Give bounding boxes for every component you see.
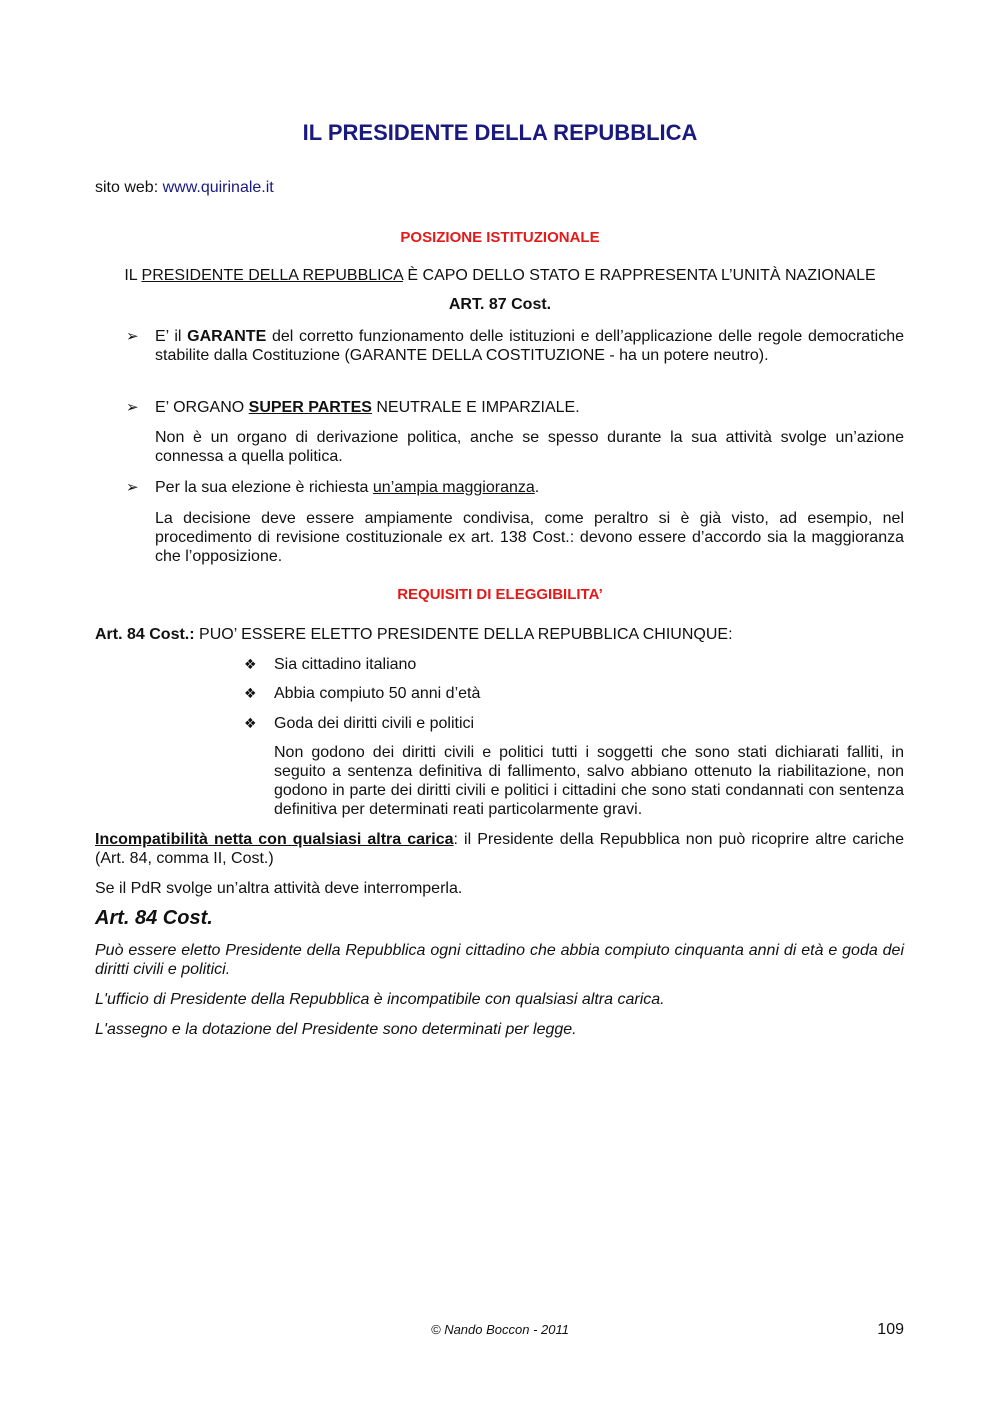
- list-item: [244, 655, 416, 674]
- bullet-before: E’ il: [155, 328, 188, 345]
- bullet-before: Per la sua elezione è richiesta: [155, 479, 373, 496]
- arrow-bullet-icon: ➢: [126, 399, 139, 416]
- website-line: [95, 178, 274, 197]
- article-84-paragraph: L'ufficio di Presidente della Repubblica è incompatibile con qualsiasi altra carica.: [95, 991, 665, 1008]
- incompatibility-bold: Incompatibilità netta con qualsiasi altra carica: [95, 831, 454, 848]
- footer-copyright: © Nando Boccon - 2011: [431, 1322, 569, 1337]
- bullet-bold: GARANTE: [187, 328, 267, 345]
- requirement-text: Abbia compiuto 50 anni d’età: [274, 685, 481, 702]
- bullet-after: del corretto funzionamento delle istituzioni e dell’applicazione delle regole democratiche stabilite dalla Costituzione (GARANTE DELLA COSTITUZIONE - ha un potere neutro).: [155, 328, 904, 364]
- list-item: [126, 398, 904, 417]
- note-paragraph: La decisione deve essere ampiamente condivisa, come peraltro si è già visto, ad esempio, nel procedimento di revisione costituzionale ex art. 138 Cost.: devono essere d’accordo sia la maggioranza che l’opposizione.: [155, 510, 904, 565]
- bullet-underlined: un’ampia maggioranza: [372, 479, 535, 496]
- requirement-text: Sia cittadino italiano: [274, 656, 417, 673]
- article-84-paragraph: Può essere eletto Presidente della Repubblica ogni cittadino che abbia compiuto cinquanta anni di età e goda dei diritti civili e politici.: [95, 942, 904, 978]
- article-87-label: ART. 87 Cost.: [448, 296, 552, 313]
- page-number: 109: [877, 1321, 904, 1338]
- bullet-text: [155, 398, 904, 417]
- pdr-paragraph: Se il PdR svolge un’altra attività deve interromperla.: [95, 880, 463, 897]
- diamond-bullet-icon: ❖: [244, 715, 257, 731]
- article-84-heading: Art. 84 Cost.: [95, 907, 213, 929]
- eligibility-lead: [95, 625, 904, 644]
- section-heading-requisiti: REQUISITI DI ELEGGIBILITA’: [397, 586, 603, 603]
- intro-statement: [0, 266, 1000, 285]
- bullet-text: [155, 327, 904, 365]
- arrow-bullet-icon: ➢: [126, 328, 139, 345]
- bullet-after: NEUTRALE E IMPARZIALE.: [371, 399, 580, 416]
- incompatibility-text: : il Presidente della Repubblica non può ricoprire altre cariche (Art. 84, comma II, Cost.): [95, 831, 904, 867]
- website-label: sito web:: [95, 179, 163, 196]
- requirement-text: Goda dei diritti civili e politici: [274, 715, 475, 732]
- diamond-bullet-icon: ❖: [244, 685, 257, 701]
- note-paragraph: Non è un organo di derivazione politica, anche se spesso durante la sua attività svolge un’azione connessa a quella politica.: [155, 429, 904, 465]
- section-heading-posizione: POSIZIONE ISTITUZIONALE: [400, 229, 600, 246]
- bullet-bold-underlined: SUPER PARTES: [248, 399, 372, 416]
- intro-prefix: IL: [124, 267, 142, 284]
- list-item: [244, 714, 474, 733]
- requirement-note: Non godono dei diritti civili e politici tutti i soggetti che sono stati dichiarati falliti, in seguito a sentenza definitiva di fallimento, salvo abbiano ottenuto la riabilitazione, non godono in parte dei diritti civili e politici i cittadini che sono stati condannati con sentenza definitiva per determinati reati particolarmente gravi.: [274, 744, 904, 818]
- bullet-after: .: [534, 479, 540, 496]
- lead-bold: Art. 84 Cost.:: [95, 626, 195, 643]
- list-item: [126, 327, 904, 365]
- page-title: IL PRESIDENTE DELLA REPUBBLICA: [302, 120, 698, 145]
- list-item: [126, 478, 904, 497]
- diamond-bullet-icon: ❖: [244, 656, 257, 672]
- incompatibility-paragraph: [95, 830, 904, 868]
- intro-suffix: È CAPO DELLO STATO E RAPPRESENTA L’UNITÀ NAZIONALE: [402, 267, 876, 284]
- article-84-paragraph: L'assegno e la dotazione del Presidente sono determinati per legge.: [95, 1021, 577, 1038]
- list-item: [244, 684, 480, 703]
- website-link[interactable]: www.quirinale.it: [162, 179, 274, 196]
- lead-text: PUO’ ESSERE ELETTO PRESIDENTE DELLA REPUBBLICA CHIUNQUE:: [194, 626, 733, 643]
- bullet-before: E’ ORGANO: [155, 399, 249, 416]
- bullet-text: [155, 478, 904, 497]
- intro-underlined: PRESIDENTE DELLA REPUBBLICA: [141, 267, 403, 284]
- arrow-bullet-icon: ➢: [126, 479, 139, 496]
